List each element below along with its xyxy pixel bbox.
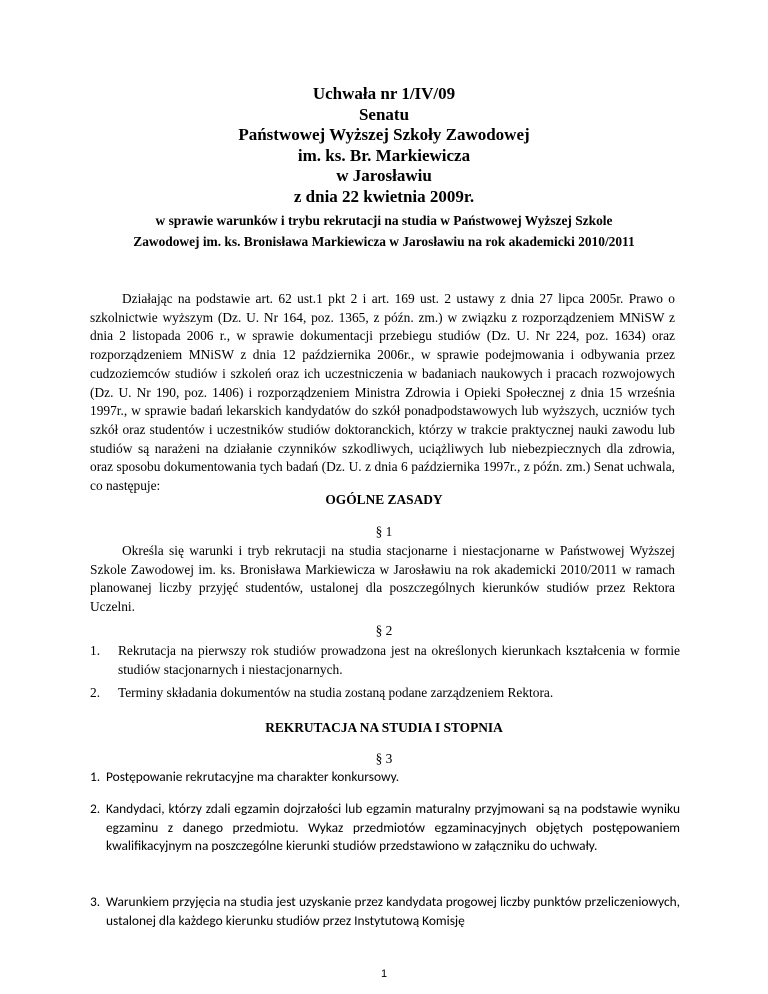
subject-line-2: Zawodowej im. ks. Bronisława Markiewicza w Jarosławiu na rok akademicki 2010/2011 — [133, 234, 635, 249]
title-line-date: z dnia 22 kwietnia 2009r. — [293, 186, 475, 206]
subject-line-1: w sprawie warunków i trybu rekrutacji na studia w Państwowej Wyższej Szkole — [155, 213, 613, 228]
list-item-number: 3. — [90, 893, 101, 910]
preamble-paragraph: Działając na podstawie art. 62 ust.1 pkt 2 i art. 169 ust. 2 ustawy z dnia 27 lipca 2005r. Prawo o szkolnictwie wyższym (Dz. U. Nr 164, poz. 1365, z późn. zm.) w związku z rozporządzeniem MNiSW z dnia 2 listopada 2006 r., w sprawie dokumentacji przebiegu studiów (Dz. U. Nr 224, poz. 1634) oraz rozporządzeniem MNiSW z dnia 12 października 2006r., w sprawie podejmowania i odbywania przez cudzoziemców studiów i szkoleń oraz ich uczestniczenia w badaniach naukowych i pracach rozwojowych (Dz. U. Nr 190, poz. 1406) i rozporządzeniem Ministra Zdrowia i Opieki Społecznej z dnia 15 września 1997r., w sprawie badań lekarskich kandydatów do szkół ponadpodstawowych lub wyższych, uczniów tych szkół oraz studentów i uczestników studiów doktoranckich, którzy w trakcie praktycznej nauki zawodu lub studiów są narażeni na działanie czynników szkodliwych, uciążliwych lub niebezpiecznych dla zdrowia, oraz sposobu dokumentowania tych badań (Dz. U. z dnia 6 października 1997r., z późn. zm.) Senat uchwala, co następuje: — [90, 291, 675, 494]
list-item-text: Kandydaci, którzy zdali egzamin dojrzałości lub egzamin maturalny przyjmowani są na podstawie wyniku egzaminu z danego przedmiotu. Wykaz przedmiotów egzaminacyjnych objętych postępowaniem kwalifikacyjnym na poszczególne kierunki studiów przedstawiono w załączniku do uchwały. — [106, 800, 680, 855]
title-line-number: Uchwała nr 1/IV/09 — [312, 84, 456, 103]
list-item-text: Rekrutacja na pierwszy rok studiów prowadzona jest na określonych kierunkach kształcenia w formie studiów stacjonarnych i niestacjonarnych. — [118, 643, 680, 677]
list-item-number: 2. — [90, 685, 101, 700]
paragraph-mark-2: § 2 — [375, 623, 393, 638]
list-item-number: 2. — [90, 800, 101, 817]
paragraph-1-text: Określa się warunki i tryb rekrutacji na studia stacjonarne i niestacjonarne w Państwowej Wyższej Szkole Zawodowej im. ks. Bronisława Markiewicza w Jarosławiu na rok akademicki 2010/2011 w ramach planowanej liczby przyjęć studentów, ustalonej dla poszczególnych kierunków studiów przez Rektora Uczelni. — [90, 543, 675, 615]
list-item — [90, 642, 680, 679]
title-line-patron: im. ks. Br. Markiewicza — [297, 145, 471, 165]
list-item — [90, 768, 680, 787]
paragraph-mark-1: § 1 — [375, 524, 393, 539]
page-number: 1 — [380, 968, 388, 980]
list-item — [90, 684, 680, 703]
list-item-text: Terminy składania dokumentów na studia zostaną podane zarządzeniem Rektora. — [118, 685, 554, 700]
title-line-senate: Senatu — [358, 104, 410, 124]
list-item — [90, 893, 680, 930]
list-item-number: 1. — [90, 643, 101, 658]
heading-first-degree: REKRUTACJA NA STUDIA I STOPNIA — [265, 720, 503, 735]
title-line-city: w Jarosławiu — [336, 166, 432, 186]
title-line-school: Państwowej Wyższej Szkoły Zawodowej — [238, 125, 530, 145]
heading-general-rules: OGÓLNE ZASADY — [325, 492, 443, 507]
list-item-number: 1. — [90, 768, 101, 785]
paragraph-mark-3: § 3 — [375, 751, 393, 766]
resolution-subject — [90, 210, 678, 252]
resolution-title — [0, 84, 768, 208]
list-item — [90, 800, 680, 856]
list-item-text: Warunkiem przyjęcia na studia jest uzyskanie przez kandydata progowej liczby punktów przeliczeniowych, ustalonej dla każdego kierunku studiów przez Instytutową Komisję — [106, 893, 680, 929]
list-item-text: Postępowanie rekrutacyjne ma charakter konkursowy. — [106, 768, 400, 785]
